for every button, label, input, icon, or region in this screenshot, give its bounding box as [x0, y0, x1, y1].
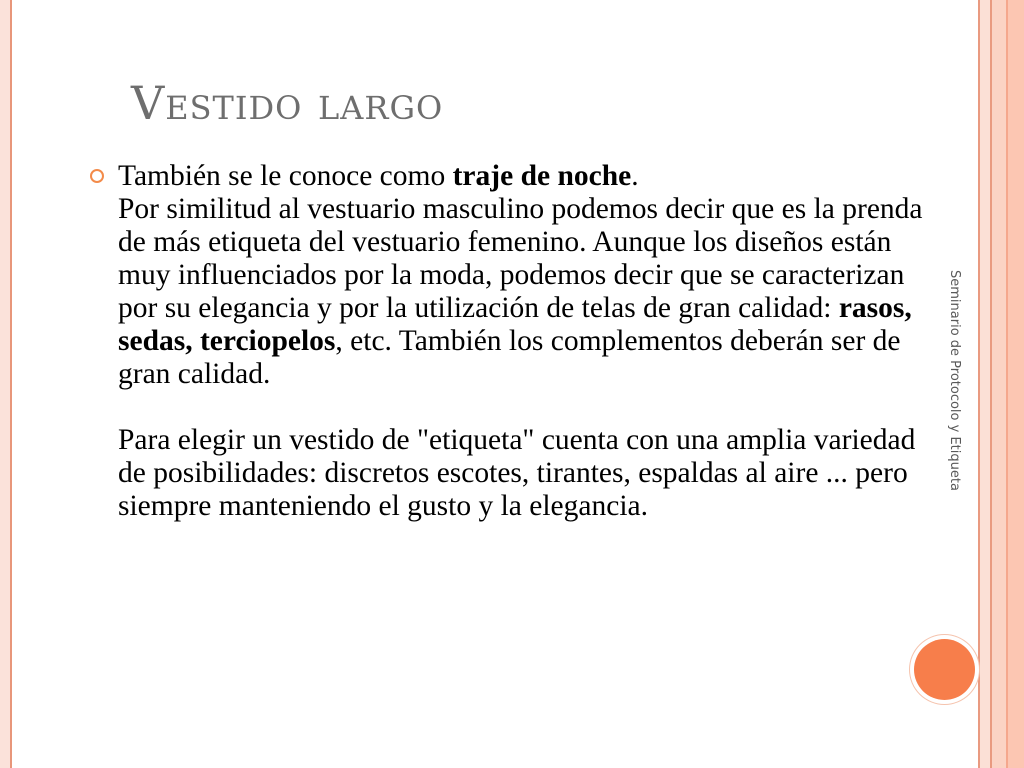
- paragraph-spacer: [118, 391, 930, 424]
- left-border-stripe: [0, 0, 10, 768]
- paragraph-1: [118, 160, 930, 193]
- side-label: [937, 270, 977, 550]
- slide-body: [90, 160, 930, 523]
- paragraph-1-end: .: [631, 160, 639, 192]
- slide-title: Vestido largo: [131, 76, 444, 130]
- paragraph-2-bold: rasos, sedas, terciopelos: [118, 292, 912, 357]
- right-band-3: [1008, 0, 1024, 768]
- right-band-2: [992, 0, 1006, 768]
- paragraph-2: [118, 193, 930, 391]
- orange-circle-decoration: [914, 639, 975, 700]
- paragraph-2-end: , etc. También los complementos deberán ser de gran calidad.: [118, 325, 901, 390]
- paragraph-3: Para elegir un vestido de "etiqueta" cuenta con una amplia variedad de posibilidades: discretos escotes, tirantes, espaldas al aire ... pero siempre manteniendo el gusto y la elegancia.: [118, 424, 916, 522]
- paragraph-2-text: Por similitud al vestuario masculino podemos decir que es la prenda de más etiqueta del vestuario femenino. Aunque los diseños están muy influenciados por la moda, podemos decir que se caracterizan por su elegancia y por la utilización de telas de gran calidad:: [118, 193, 923, 324]
- bullet-item: [90, 160, 930, 523]
- paragraph-1-text: También se le conoce como: [118, 160, 453, 192]
- bullet-text: [118, 160, 930, 523]
- side-label-text: Seminario de Protocolo y Etiqueta: [947, 270, 962, 491]
- circle-bullet-icon: [90, 169, 104, 183]
- paragraph-1-bold: traje de noche: [452, 160, 632, 192]
- right-band-1: [980, 0, 990, 768]
- left-border-line: [10, 0, 12, 768]
